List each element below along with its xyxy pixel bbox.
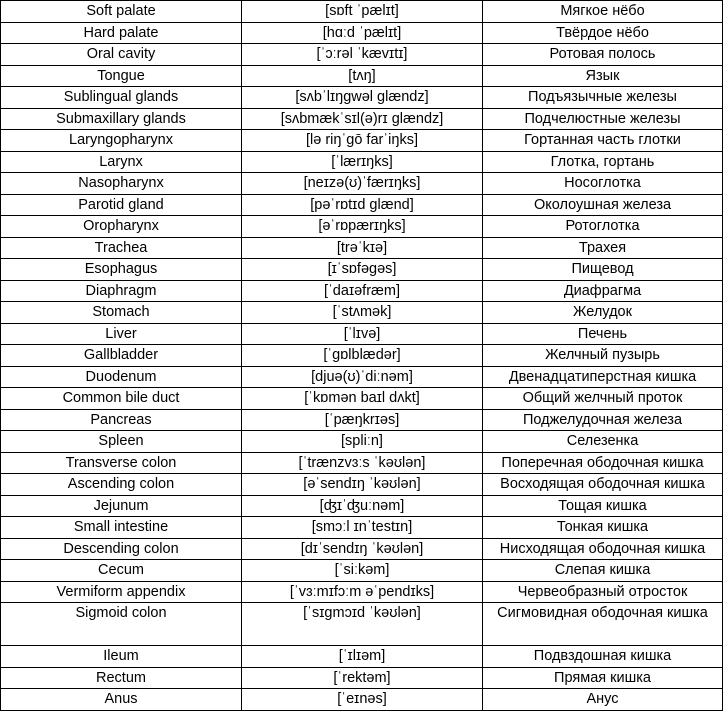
table-row: [1, 65, 723, 87]
table-row: [1, 173, 723, 195]
russian-term: Подъязычные железы: [483, 87, 723, 109]
english-term: Rectum: [1, 667, 242, 689]
transcription: [lə riŋˈgō farˈiŋks]: [242, 130, 483, 152]
english-term: Sigmoid colon: [1, 603, 242, 646]
transcription: [spliːn]: [242, 431, 483, 453]
russian-term: Тощая кишка: [483, 495, 723, 517]
transcription: [dɪˈsendɪŋ ˈkəʊlən]: [242, 538, 483, 560]
transcription: [ˈstʌmək]: [242, 302, 483, 324]
russian-term: Диафрагма: [483, 280, 723, 302]
transcription: [ˈtrænzvɜːs ˈkəʊlən]: [242, 452, 483, 474]
russian-term: Ротоглотка: [483, 216, 723, 238]
russian-term: Анус: [483, 689, 723, 711]
transcription: [djuə(ʊ)ˈdiːnəm]: [242, 366, 483, 388]
table-row: [1, 259, 723, 281]
transcription: [ˈdaɪəfræm]: [242, 280, 483, 302]
table-row: [1, 151, 723, 173]
table-row: [1, 560, 723, 582]
english-term: Duodenum: [1, 366, 242, 388]
transcription: [tʌŋ]: [242, 65, 483, 87]
russian-term: Подвздошная кишка: [483, 646, 723, 668]
russian-term: Слепая кишка: [483, 560, 723, 582]
table-row: [1, 495, 723, 517]
transcription: [ˈɔːrəl ˈkævɪtɪ]: [242, 44, 483, 66]
russian-term: Ротовая полось: [483, 44, 723, 66]
english-term: Ileum: [1, 646, 242, 668]
russian-term: Общий желчный проток: [483, 388, 723, 410]
russian-term: Желудок: [483, 302, 723, 324]
transcription: [ˈsɪɡmɔɪd ˈkəʊlən]: [242, 603, 483, 646]
english-term: Tongue: [1, 65, 242, 87]
table-row: [1, 22, 723, 44]
table-row: [1, 280, 723, 302]
transcription: [ˈpæŋkrɪəs]: [242, 409, 483, 431]
transcription: [ˈeɪnəs]: [242, 689, 483, 711]
russian-term: Тонкая кишка: [483, 517, 723, 539]
table-row: [1, 130, 723, 152]
english-term: Parotid gland: [1, 194, 242, 216]
table-row: [1, 689, 723, 711]
transcription: [ˈkɒmən baɪl dʌkt]: [242, 388, 483, 410]
table-row: [1, 474, 723, 496]
english-term: Larynx: [1, 151, 242, 173]
english-term: Hard palate: [1, 22, 242, 44]
transcription: [ˈɡɒlblædər]: [242, 345, 483, 367]
russian-term: Восходящая ободочная кишка: [483, 474, 723, 496]
table-row: [1, 1, 723, 23]
russian-term: Пищевод: [483, 259, 723, 281]
english-term: Submaxillary glands: [1, 108, 242, 130]
transcription: [smɔːl ɪnˈtestɪn]: [242, 517, 483, 539]
table-row: [1, 667, 723, 689]
transcription: [əˈsendɪŋ ˈkəʊlən]: [242, 474, 483, 496]
english-term: Oral cavity: [1, 44, 242, 66]
russian-term: Печень: [483, 323, 723, 345]
transcription: [sɒft ˈpælɪt]: [242, 1, 483, 23]
russian-term: Сигмовидная ободочная кишка: [483, 603, 723, 646]
russian-term: Желчный пузырь: [483, 345, 723, 367]
russian-term: Глотка, гортань: [483, 151, 723, 173]
english-term: Esophagus: [1, 259, 242, 281]
table-row: [1, 409, 723, 431]
english-term: Oropharynx: [1, 216, 242, 238]
english-term: Jejunum: [1, 495, 242, 517]
russian-term: Язык: [483, 65, 723, 87]
russian-term: Твёрдое нёбо: [483, 22, 723, 44]
transcription: [ɪˈsɒfəɡəs]: [242, 259, 483, 281]
english-term: Spleen: [1, 431, 242, 453]
english-term: Nasopharynx: [1, 173, 242, 195]
transcription: [neɪzə(ʊ)ˈfærɪŋks]: [242, 173, 483, 195]
russian-term: Трахея: [483, 237, 723, 259]
table-row: [1, 366, 723, 388]
english-term: Vermiform appendix: [1, 581, 242, 603]
transcription: [hɑːd ˈpælɪt]: [242, 22, 483, 44]
english-term: Anus: [1, 689, 242, 711]
table-row: [1, 237, 723, 259]
english-term: Gallbladder: [1, 345, 242, 367]
table-row: [1, 323, 723, 345]
table-row: [1, 44, 723, 66]
table-row: [1, 216, 723, 238]
russian-term: Нисходящая ободочная кишка: [483, 538, 723, 560]
table-row: [1, 87, 723, 109]
russian-term: Поджелудочная железа: [483, 409, 723, 431]
english-term: Diaphragm: [1, 280, 242, 302]
russian-term: Двенадцатиперстная кишка: [483, 366, 723, 388]
table-row: [1, 345, 723, 367]
table-row: [1, 603, 723, 646]
russian-term: Мягкое нёбо: [483, 1, 723, 23]
transcription: [əˈrɒpærɪŋks]: [242, 216, 483, 238]
table-row: [1, 302, 723, 324]
english-term: Transverse colon: [1, 452, 242, 474]
english-term: Pancreas: [1, 409, 242, 431]
table-row: [1, 431, 723, 453]
table-row: [1, 646, 723, 668]
russian-term: Носоглотка: [483, 173, 723, 195]
english-term: Laryngopharynx: [1, 130, 242, 152]
russian-term: Гортанная часть глотки: [483, 130, 723, 152]
english-term: Liver: [1, 323, 242, 345]
english-term: Ascending colon: [1, 474, 242, 496]
english-term: Stomach: [1, 302, 242, 324]
transcription: [ˈrektəm]: [242, 667, 483, 689]
english-term: Soft palate: [1, 1, 242, 23]
english-term: Common bile duct: [1, 388, 242, 410]
transcription: [ˈsiːkəm]: [242, 560, 483, 582]
transcription: [ˈɪlɪəm]: [242, 646, 483, 668]
table-row: [1, 194, 723, 216]
english-term: Cecum: [1, 560, 242, 582]
table-row: [1, 581, 723, 603]
russian-term: Околоушная железа: [483, 194, 723, 216]
russian-term: Подчелюстные железы: [483, 108, 723, 130]
russian-term: Селезенка: [483, 431, 723, 453]
transcription: [ˈlærɪŋks]: [242, 151, 483, 173]
table-row: [1, 452, 723, 474]
table-row: [1, 517, 723, 539]
english-term: Small intestine: [1, 517, 242, 539]
transcription: [ˈvɜːmɪfɔːm əˈpendɪks]: [242, 581, 483, 603]
english-term: Descending colon: [1, 538, 242, 560]
transcription: [sʌbˈlɪŋɡwəl ɡlændz]: [242, 87, 483, 109]
russian-term: Прямая кишка: [483, 667, 723, 689]
transcription: [trəˈkɪə]: [242, 237, 483, 259]
russian-term: Червеобразный отросток: [483, 581, 723, 603]
transcription: [pəˈrɒtɪd glænd]: [242, 194, 483, 216]
table-row: [1, 538, 723, 560]
english-term: Sublingual glands: [1, 87, 242, 109]
vocabulary-table-body: [1, 1, 723, 711]
transcription: [ʤɪˈʤuːnəm]: [242, 495, 483, 517]
transcription: [sʌbmækˈsɪl(ə)rɪ ɡlændz]: [242, 108, 483, 130]
russian-term: Поперечная ободочная кишка: [483, 452, 723, 474]
table-row: [1, 108, 723, 130]
table-row: [1, 388, 723, 410]
transcription: [ˈlɪvə]: [242, 323, 483, 345]
english-term: Trachea: [1, 237, 242, 259]
